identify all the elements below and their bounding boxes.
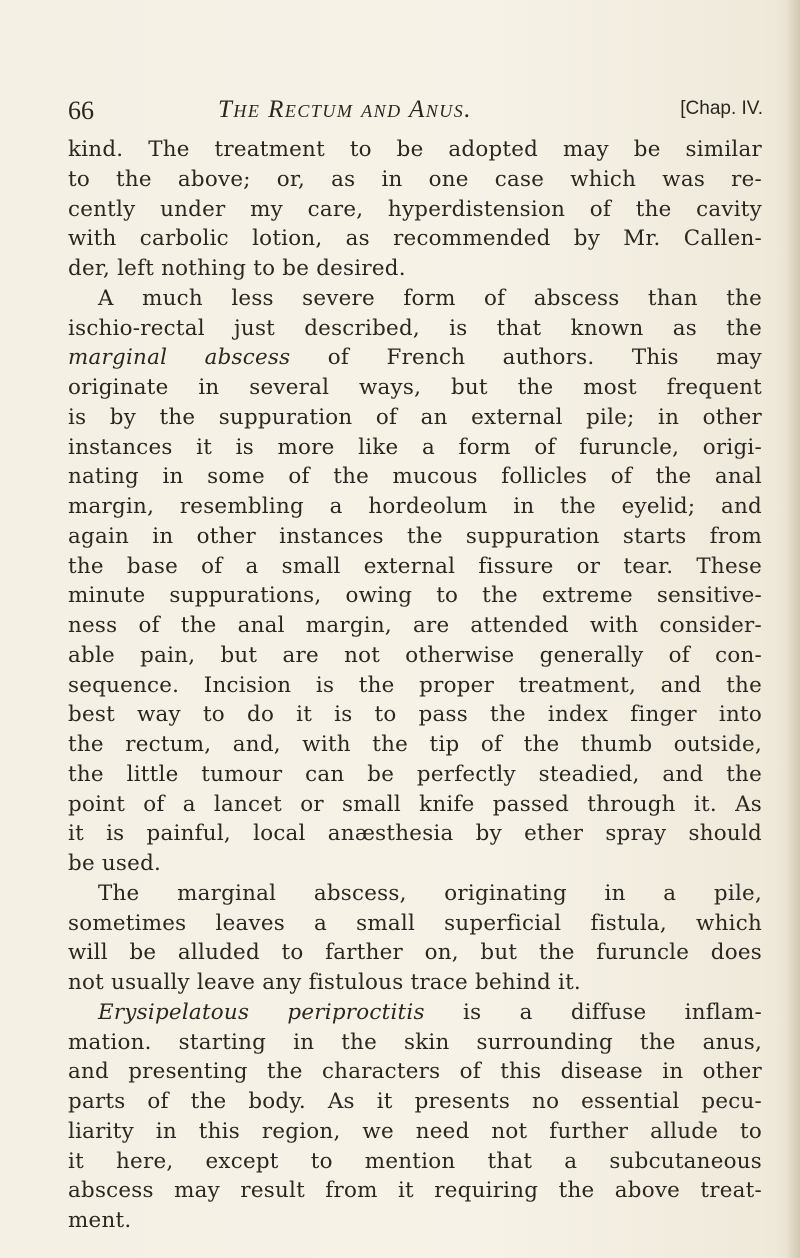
text-line: is by the suppuration of an external pile; in other [68, 404, 762, 430]
body-text [68, 135, 762, 1236]
text-line: margin, resembling a hordeolum in the eyelid; and [68, 494, 762, 519]
text-line: A much less severe form of abscess than the [98, 285, 762, 311]
italic-term: Erysipelatous periproctitis [98, 999, 425, 1025]
text-line: abscess may result from it requiring the above treat- [68, 1178, 762, 1204]
text-line: not usually leave any fistulous trace behind it. [68, 970, 581, 995]
text-line: ment. [68, 1208, 132, 1233]
text-line: nating in some of the mucous follicles of the anal [68, 464, 762, 490]
running-header [68, 96, 768, 136]
text-line: instances it is more like a form of furuncle, origi- [68, 434, 762, 460]
text-line: again in other instances the suppuration starts from [68, 523, 762, 549]
text-line: able pain, but are not otherwise generally of con- [68, 642, 762, 668]
text-line: it is painful, local anæsthesia by ether spray should [68, 821, 762, 847]
text-line: The marginal abscess, originating in a pile, [98, 880, 762, 906]
text-line [68, 343, 762, 373]
text-line: to the above; or, as in one case which was re- [68, 166, 762, 192]
page-number: 66 [68, 96, 94, 125]
page-edge-shadow [786, 0, 800, 1258]
text-line: mation. starting in the skin surrounding the anus, [68, 1029, 762, 1055]
text-run: of French authors. This may [290, 345, 762, 371]
italic-term: marginal abscess [68, 345, 291, 371]
text-line: liarity in this region, we need not further allude to [68, 1118, 762, 1144]
text-line: kind. The treatment to be adopted may be similar [68, 137, 762, 162]
text-line: will be alluded to farther on, but the furuncle does [68, 940, 762, 966]
text-line [68, 998, 762, 1028]
text-line: parts of the body. As it presents no essential pecu- [68, 1089, 762, 1114]
text-line: originate in several ways, but the most frequent [68, 375, 762, 400]
text-line: point of a lancet or small knife passed through it. As [68, 791, 762, 817]
running-title: The Rectum and Anus. [218, 96, 472, 123]
text-line: cently under my care, hyperdistension of the cavity [68, 196, 762, 222]
text-line: sequence. Incision is the proper treatment, and the [68, 672, 762, 698]
text-line: the little tumour can be perfectly steadied, and the [68, 761, 762, 787]
text-line: be used. [68, 851, 162, 876]
text-line: ness of the anal margin, are attended with consider- [68, 613, 762, 638]
text-line: the base of a small external fissure or tear. These [68, 553, 762, 579]
text-line: with carbolic lotion, as recommended by Mr. Callen- [68, 226, 762, 252]
text-line: it here, except to mention that a subcutaneous [68, 1148, 762, 1174]
text-line: der, left nothing to be desired. [68, 256, 406, 281]
text-line: best way to do it is to pass the index finger into [68, 702, 762, 728]
chapter-marker: [Chap. IV. [680, 98, 763, 119]
text-line: sometimes leaves a small superficial fistula, which [68, 910, 762, 936]
text-run: is a diffuse inflam- [424, 999, 762, 1025]
text-line: and presenting the characters of this disease in other [68, 1059, 762, 1085]
text-line: ischio-rectal just described, is that known as the [68, 315, 762, 341]
text-line: the rectum, and, with the tip of the thumb outside, [68, 732, 762, 757]
text-line: minute suppurations, owing to the extreme sensitive- [68, 583, 762, 609]
